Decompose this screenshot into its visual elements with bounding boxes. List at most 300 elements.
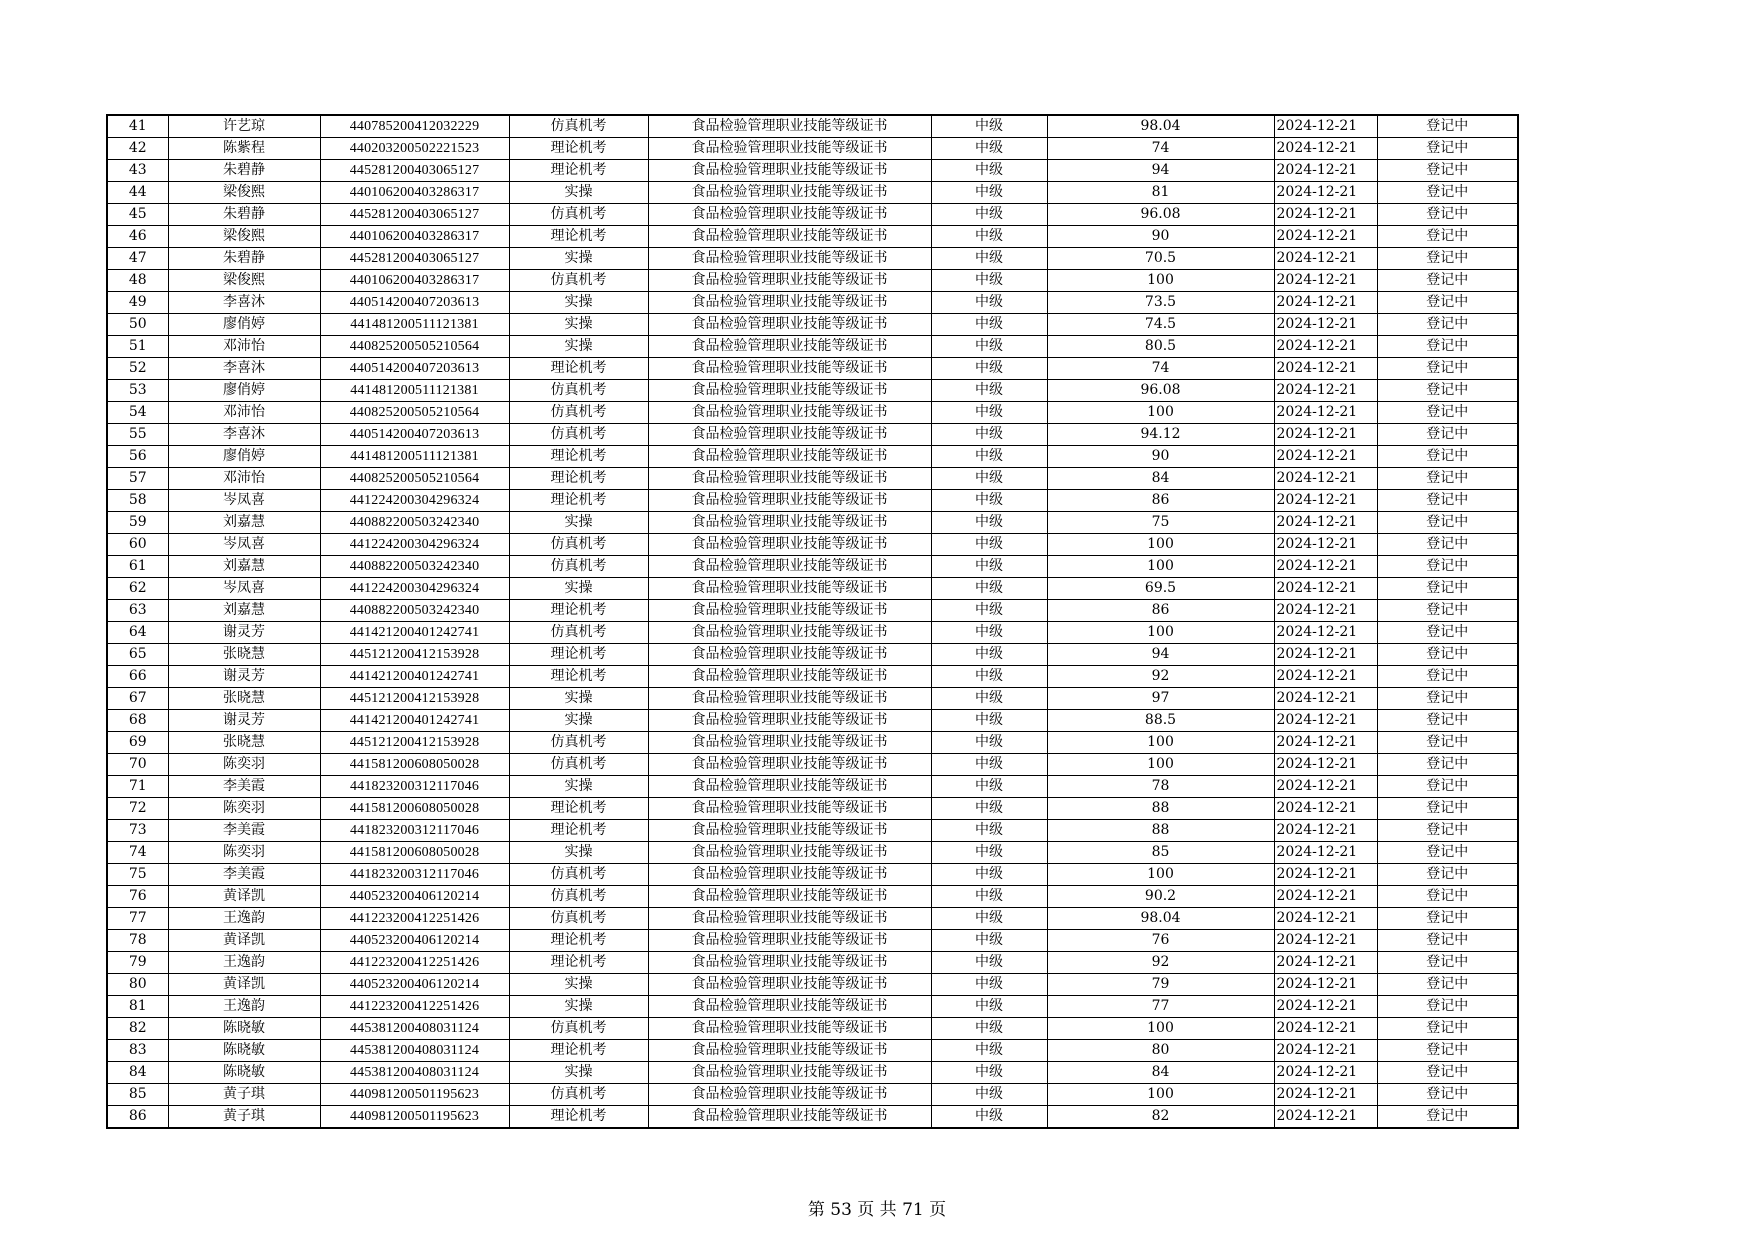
name-cell: 岑凤喜: [168, 534, 320, 556]
row-number: 50: [107, 314, 168, 336]
certificate-cell: 食品检验管理职业技能等级证书: [648, 424, 931, 446]
score-cell: 84: [1047, 468, 1274, 490]
date-cell: 2024-12-21: [1274, 380, 1377, 402]
status-cell: 登记中: [1377, 1040, 1518, 1062]
exam-type-cell: 实操: [509, 182, 648, 204]
status-cell: 登记中: [1377, 996, 1518, 1018]
name-cell: 王逸韵: [168, 996, 320, 1018]
row-number: 59: [107, 512, 168, 534]
table-row: [107, 468, 1518, 490]
certificate-cell: 食品检验管理职业技能等级证书: [648, 754, 931, 776]
name-cell: 陈晓敏: [168, 1062, 320, 1084]
level-cell: 中级: [931, 402, 1047, 424]
level-cell: 中级: [931, 380, 1047, 402]
name-cell: 谢灵芳: [168, 622, 320, 644]
table-row: [107, 886, 1518, 908]
date-cell: 2024-12-21: [1274, 908, 1377, 930]
level-cell: 中级: [931, 1062, 1047, 1084]
certificate-cell: 食品检验管理职业技能等级证书: [648, 402, 931, 424]
certificate-cell: 食品检验管理职业技能等级证书: [648, 270, 931, 292]
date-cell: 2024-12-21: [1274, 666, 1377, 688]
status-cell: 登记中: [1377, 314, 1518, 336]
certificate-cell: 食品检验管理职业技能等级证书: [648, 820, 931, 842]
name-cell: 李美霞: [168, 776, 320, 798]
id-number-cell: 445381200408031124: [320, 1062, 509, 1084]
score-cell: 96.08: [1047, 204, 1274, 226]
id-number-cell: 440203200502221523: [320, 138, 509, 160]
row-number: 76: [107, 886, 168, 908]
row-number: 45: [107, 204, 168, 226]
exam-type-cell: 仿真机考: [509, 622, 648, 644]
exam-type-cell: 仿真机考: [509, 115, 648, 138]
score-cell: 90: [1047, 226, 1274, 248]
row-number: 77: [107, 908, 168, 930]
row-number: 65: [107, 644, 168, 666]
id-number-cell: 441421200401242741: [320, 666, 509, 688]
id-number-cell: 445121200412153928: [320, 688, 509, 710]
date-cell: 2024-12-21: [1274, 292, 1377, 314]
certificate-cell: 食品检验管理职业技能等级证书: [648, 468, 931, 490]
status-cell: 登记中: [1377, 115, 1518, 138]
exam-type-cell: 仿真机考: [509, 732, 648, 754]
id-number-cell: 441581200608050028: [320, 798, 509, 820]
name-cell: 廖俏婷: [168, 380, 320, 402]
id-number-cell: 445381200408031124: [320, 1040, 509, 1062]
exam-type-cell: 实操: [509, 710, 648, 732]
certificate-cell: 食品检验管理职业技能等级证书: [648, 996, 931, 1018]
status-cell: 登记中: [1377, 468, 1518, 490]
name-cell: 王逸韵: [168, 908, 320, 930]
status-cell: 登记中: [1377, 644, 1518, 666]
exam-type-cell: 仿真机考: [509, 886, 648, 908]
row-number: 73: [107, 820, 168, 842]
name-cell: 李喜沐: [168, 358, 320, 380]
exam-type-cell: 仿真机考: [509, 556, 648, 578]
table-row: [107, 292, 1518, 314]
level-cell: 中级: [931, 248, 1047, 270]
status-cell: 登记中: [1377, 754, 1518, 776]
table-row: [107, 820, 1518, 842]
row-number: 69: [107, 732, 168, 754]
row-number: 86: [107, 1106, 168, 1129]
name-cell: 朱碧静: [168, 160, 320, 182]
table-row: [107, 226, 1518, 248]
date-cell: 2024-12-21: [1274, 402, 1377, 424]
id-number-cell: 441481200511121381: [320, 380, 509, 402]
exam-type-cell: 仿真机考: [509, 534, 648, 556]
status-cell: 登记中: [1377, 1084, 1518, 1106]
name-cell: 李喜沐: [168, 424, 320, 446]
id-number-cell: 440523200406120214: [320, 930, 509, 952]
name-cell: 邓沛怡: [168, 402, 320, 424]
row-number: 55: [107, 424, 168, 446]
exam-type-cell: 理论机考: [509, 666, 648, 688]
id-number-cell: 440825200505210564: [320, 336, 509, 358]
name-cell: 刘嘉慧: [168, 600, 320, 622]
level-cell: 中级: [931, 115, 1047, 138]
score-cell: 94: [1047, 644, 1274, 666]
table-row: [107, 600, 1518, 622]
date-cell: 2024-12-21: [1274, 710, 1377, 732]
date-cell: 2024-12-21: [1274, 600, 1377, 622]
id-number-cell: 440882200503242340: [320, 556, 509, 578]
level-cell: 中级: [931, 776, 1047, 798]
level-cell: 中级: [931, 314, 1047, 336]
table-row: [107, 160, 1518, 182]
date-cell: 2024-12-21: [1274, 446, 1377, 468]
row-number: 60: [107, 534, 168, 556]
score-cell: 100: [1047, 534, 1274, 556]
row-number: 57: [107, 468, 168, 490]
level-cell: 中级: [931, 424, 1047, 446]
exam-type-cell: 理论机考: [509, 820, 648, 842]
score-cell: 92: [1047, 952, 1274, 974]
date-cell: 2024-12-21: [1274, 798, 1377, 820]
score-cell: 88: [1047, 798, 1274, 820]
table-row: [107, 754, 1518, 776]
id-number-cell: 441481200511121381: [320, 446, 509, 468]
certificate-cell: 食品检验管理职业技能等级证书: [648, 666, 931, 688]
exam-type-cell: 仿真机考: [509, 1018, 648, 1040]
status-cell: 登记中: [1377, 380, 1518, 402]
name-cell: 黄子琪: [168, 1106, 320, 1129]
certificate-cell: 食品检验管理职业技能等级证书: [648, 556, 931, 578]
level-cell: 中级: [931, 952, 1047, 974]
score-cell: 100: [1047, 1084, 1274, 1106]
date-cell: 2024-12-21: [1274, 270, 1377, 292]
exam-type-cell: 仿真机考: [509, 1084, 648, 1106]
exam-type-cell: 实操: [509, 974, 648, 996]
score-cell: 80: [1047, 1040, 1274, 1062]
date-cell: 2024-12-21: [1274, 754, 1377, 776]
score-cell: 86: [1047, 490, 1274, 512]
level-cell: 中级: [931, 974, 1047, 996]
score-cell: 100: [1047, 622, 1274, 644]
name-cell: 陈晓敏: [168, 1040, 320, 1062]
level-cell: 中级: [931, 204, 1047, 226]
status-cell: 登记中: [1377, 248, 1518, 270]
name-cell: 陈奕羽: [168, 798, 320, 820]
id-number-cell: 440523200406120214: [320, 886, 509, 908]
table-row: [107, 732, 1518, 754]
status-cell: 登记中: [1377, 688, 1518, 710]
date-cell: 2024-12-21: [1274, 1018, 1377, 1040]
name-cell: 邓沛怡: [168, 336, 320, 358]
certificate-cell: 食品检验管理职业技能等级证书: [648, 1062, 931, 1084]
row-number: 48: [107, 270, 168, 292]
level-cell: 中级: [931, 358, 1047, 380]
table-row: [107, 974, 1518, 996]
level-cell: 中级: [931, 512, 1047, 534]
status-cell: 登记中: [1377, 446, 1518, 468]
score-cell: 74: [1047, 138, 1274, 160]
table-row: [107, 666, 1518, 688]
row-number: 53: [107, 380, 168, 402]
level-cell: 中级: [931, 1106, 1047, 1129]
id-number-cell: 441421200401242741: [320, 622, 509, 644]
level-cell: 中级: [931, 182, 1047, 204]
name-cell: 岑凤喜: [168, 578, 320, 600]
row-number: 68: [107, 710, 168, 732]
name-cell: 黄译凯: [168, 930, 320, 952]
level-cell: 中级: [931, 490, 1047, 512]
level-cell: 中级: [931, 710, 1047, 732]
status-cell: 登记中: [1377, 798, 1518, 820]
status-cell: 登记中: [1377, 952, 1518, 974]
id-number-cell: 441223200412251426: [320, 952, 509, 974]
score-cell: 84: [1047, 1062, 1274, 1084]
row-number: 47: [107, 248, 168, 270]
page-number: 第 53 页 共 71 页: [807, 1200, 947, 1220]
row-number: 85: [107, 1084, 168, 1106]
certificate-cell: 食品检验管理职业技能等级证书: [648, 292, 931, 314]
exam-type-cell: 实操: [509, 314, 648, 336]
certificate-cell: 食品检验管理职业技能等级证书: [648, 600, 931, 622]
score-cell: 98.04: [1047, 115, 1274, 138]
certificate-cell: 食品检验管理职业技能等级证书: [648, 115, 931, 138]
level-cell: 中级: [931, 732, 1047, 754]
id-number-cell: 441223200412251426: [320, 996, 509, 1018]
date-cell: 2024-12-21: [1274, 952, 1377, 974]
id-number-cell: 445281200403065127: [320, 160, 509, 182]
id-number-cell: 440523200406120214: [320, 974, 509, 996]
id-number-cell: 440981200501195623: [320, 1084, 509, 1106]
exam-type-cell: 仿真机考: [509, 754, 648, 776]
id-number-cell: 440106200403286317: [320, 270, 509, 292]
name-cell: 李喜沐: [168, 292, 320, 314]
status-cell: 登记中: [1377, 182, 1518, 204]
id-number-cell: 440981200501195623: [320, 1106, 509, 1129]
row-number: 52: [107, 358, 168, 380]
name-cell: 梁俊熙: [168, 226, 320, 248]
table-row: [107, 578, 1518, 600]
exam-type-cell: 仿真机考: [509, 270, 648, 292]
table-row: [107, 446, 1518, 468]
exam-type-cell: 理论机考: [509, 226, 648, 248]
table-row: [107, 842, 1518, 864]
id-number-cell: 440514200407203613: [320, 292, 509, 314]
date-cell: 2024-12-21: [1274, 534, 1377, 556]
row-number: 58: [107, 490, 168, 512]
date-cell: 2024-12-21: [1274, 930, 1377, 952]
name-cell: 邓沛怡: [168, 468, 320, 490]
row-number: 74: [107, 842, 168, 864]
exam-type-cell: 仿真机考: [509, 204, 648, 226]
id-number-cell: 440825200505210564: [320, 402, 509, 424]
exam-type-cell: 理论机考: [509, 952, 648, 974]
certificate-cell: 食品检验管理职业技能等级证书: [648, 622, 931, 644]
status-cell: 登记中: [1377, 820, 1518, 842]
certificate-cell: 食品检验管理职业技能等级证书: [648, 1106, 931, 1129]
date-cell: 2024-12-21: [1274, 578, 1377, 600]
certificate-cell: 食品检验管理职业技能等级证书: [648, 380, 931, 402]
exam-type-cell: 实操: [509, 842, 648, 864]
certificate-cell: 食品检验管理职业技能等级证书: [648, 204, 931, 226]
table-row: [107, 1040, 1518, 1062]
name-cell: 许艺琼: [168, 115, 320, 138]
exam-type-cell: 理论机考: [509, 160, 648, 182]
table-row: [107, 314, 1518, 336]
row-number: 84: [107, 1062, 168, 1084]
exam-type-cell: 实操: [509, 292, 648, 314]
score-cell: 90.2: [1047, 886, 1274, 908]
date-cell: 2024-12-21: [1274, 996, 1377, 1018]
name-cell: 梁俊熙: [168, 182, 320, 204]
row-number: 44: [107, 182, 168, 204]
name-cell: 谢灵芳: [168, 710, 320, 732]
level-cell: 中级: [931, 908, 1047, 930]
date-cell: 2024-12-21: [1274, 424, 1377, 446]
table-row: [107, 182, 1518, 204]
exam-type-cell: 理论机考: [509, 446, 648, 468]
name-cell: 朱碧静: [168, 248, 320, 270]
exam-type-cell: 理论机考: [509, 138, 648, 160]
table-row: [107, 512, 1518, 534]
id-number-cell: 440882200503242340: [320, 512, 509, 534]
exam-type-cell: 理论机考: [509, 1106, 648, 1129]
score-cell: 92: [1047, 666, 1274, 688]
status-cell: 登记中: [1377, 358, 1518, 380]
table-row: [107, 424, 1518, 446]
name-cell: 陈奕羽: [168, 754, 320, 776]
level-cell: 中级: [931, 578, 1047, 600]
level-cell: 中级: [931, 556, 1047, 578]
name-cell: 岑凤喜: [168, 490, 320, 512]
id-number-cell: 441581200608050028: [320, 754, 509, 776]
id-number-cell: 440106200403286317: [320, 226, 509, 248]
row-number: 43: [107, 160, 168, 182]
row-number: 79: [107, 952, 168, 974]
level-cell: 中级: [931, 754, 1047, 776]
score-cell: 86: [1047, 600, 1274, 622]
level-cell: 中级: [931, 336, 1047, 358]
status-cell: 登记中: [1377, 138, 1518, 160]
certificate-cell: 食品检验管理职业技能等级证书: [648, 182, 931, 204]
score-cell: 82: [1047, 1106, 1274, 1129]
date-cell: 2024-12-21: [1274, 182, 1377, 204]
status-cell: 登记中: [1377, 666, 1518, 688]
status-cell: 登记中: [1377, 930, 1518, 952]
certificate-cell: 食品检验管理职业技能等级证书: [648, 160, 931, 182]
name-cell: 张晓慧: [168, 688, 320, 710]
status-cell: 登记中: [1377, 270, 1518, 292]
name-cell: 李美霞: [168, 864, 320, 886]
id-number-cell: 441823200312117046: [320, 820, 509, 842]
level-cell: 中级: [931, 820, 1047, 842]
certificate-cell: 食品检验管理职业技能等级证书: [648, 534, 931, 556]
table-row: [107, 1062, 1518, 1084]
certificate-cell: 食品检验管理职业技能等级证书: [648, 226, 931, 248]
id-number-cell: 440514200407203613: [320, 358, 509, 380]
id-number-cell: 441823200312117046: [320, 776, 509, 798]
id-number-cell: 441481200511121381: [320, 314, 509, 336]
exam-type-cell: 实操: [509, 776, 648, 798]
table-row: [107, 864, 1518, 886]
status-cell: 登记中: [1377, 1062, 1518, 1084]
results-table: [106, 114, 1519, 1129]
exam-type-cell: 实操: [509, 688, 648, 710]
status-cell: 登记中: [1377, 512, 1518, 534]
id-number-cell: 440514200407203613: [320, 424, 509, 446]
score-cell: 100: [1047, 270, 1274, 292]
status-cell: 登记中: [1377, 1018, 1518, 1040]
table-row: [107, 644, 1518, 666]
exam-type-cell: 理论机考: [509, 358, 648, 380]
score-cell: 73.5: [1047, 292, 1274, 314]
id-number-cell: 445381200408031124: [320, 1018, 509, 1040]
row-number: 75: [107, 864, 168, 886]
table-row: [107, 798, 1518, 820]
certificate-cell: 食品检验管理职业技能等级证书: [648, 358, 931, 380]
date-cell: 2024-12-21: [1274, 138, 1377, 160]
status-cell: 登记中: [1377, 776, 1518, 798]
table-row: [107, 688, 1518, 710]
name-cell: 刘嘉慧: [168, 556, 320, 578]
name-cell: 黄子琪: [168, 1084, 320, 1106]
certificate-cell: 食品检验管理职业技能等级证书: [648, 930, 931, 952]
exam-type-cell: 实操: [509, 578, 648, 600]
table-row: [107, 1084, 1518, 1106]
exam-type-cell: 仿真机考: [509, 424, 648, 446]
row-number: 72: [107, 798, 168, 820]
certificate-cell: 食品检验管理职业技能等级证书: [648, 644, 931, 666]
score-cell: 77: [1047, 996, 1274, 1018]
level-cell: 中级: [931, 468, 1047, 490]
level-cell: 中级: [931, 1018, 1047, 1040]
level-cell: 中级: [931, 688, 1047, 710]
score-cell: 76: [1047, 930, 1274, 952]
exam-type-cell: 实操: [509, 996, 648, 1018]
id-number-cell: 445121200412153928: [320, 732, 509, 754]
status-cell: 登记中: [1377, 578, 1518, 600]
certificate-cell: 食品检验管理职业技能等级证书: [648, 798, 931, 820]
score-cell: 100: [1047, 1018, 1274, 1040]
date-cell: 2024-12-21: [1274, 226, 1377, 248]
certificate-cell: 食品检验管理职业技能等级证书: [648, 512, 931, 534]
table-row: [107, 248, 1518, 270]
name-cell: 陈紫程: [168, 138, 320, 160]
score-cell: 100: [1047, 732, 1274, 754]
table-row: [107, 115, 1518, 138]
exam-type-cell: 理论机考: [509, 600, 648, 622]
level-cell: 中级: [931, 798, 1047, 820]
status-cell: 登记中: [1377, 402, 1518, 424]
level-cell: 中级: [931, 886, 1047, 908]
name-cell: 梁俊熙: [168, 270, 320, 292]
name-cell: 黄译凯: [168, 974, 320, 996]
exam-type-cell: 仿真机考: [509, 908, 648, 930]
certificate-cell: 食品检验管理职业技能等级证书: [648, 732, 931, 754]
status-cell: 登记中: [1377, 622, 1518, 644]
id-number-cell: 445281200403065127: [320, 248, 509, 270]
table-row: [107, 358, 1518, 380]
date-cell: 2024-12-21: [1274, 556, 1377, 578]
table-row: [107, 930, 1518, 952]
row-number: 66: [107, 666, 168, 688]
row-number: 64: [107, 622, 168, 644]
row-number: 70: [107, 754, 168, 776]
certificate-cell: 食品检验管理职业技能等级证书: [648, 688, 931, 710]
score-cell: 88.5: [1047, 710, 1274, 732]
level-cell: 中级: [931, 930, 1047, 952]
level-cell: 中级: [931, 138, 1047, 160]
name-cell: 张晓慧: [168, 732, 320, 754]
score-cell: 79: [1047, 974, 1274, 996]
table-row: [107, 622, 1518, 644]
score-cell: 100: [1047, 864, 1274, 886]
date-cell: 2024-12-21: [1274, 358, 1377, 380]
row-number: 46: [107, 226, 168, 248]
